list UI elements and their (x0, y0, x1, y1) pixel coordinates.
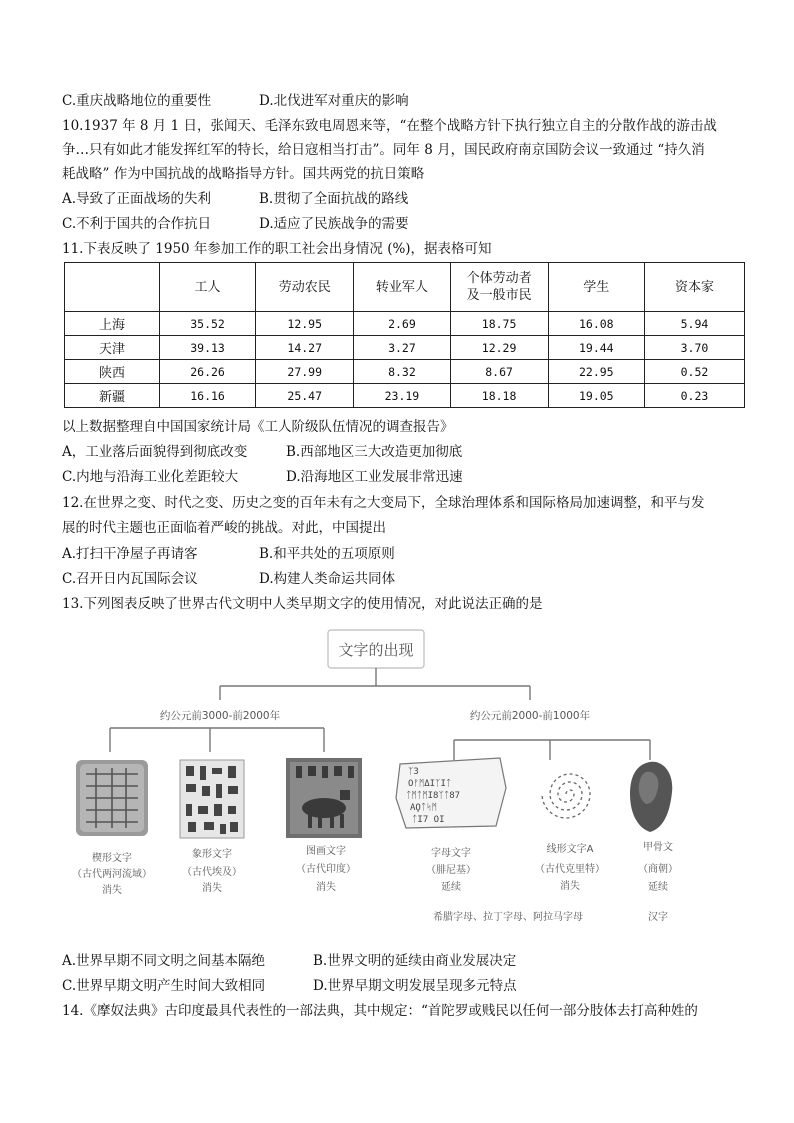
script-name: 字母文字 (431, 848, 471, 859)
script-name: 甲骨文 (643, 842, 673, 853)
row-region: 天津 (65, 336, 160, 360)
script-origin: （古代克里特） (535, 864, 605, 875)
table-cell: 27.99 (256, 360, 354, 384)
table-cell: 3.70 (644, 336, 744, 360)
script-fate: 消失 (316, 882, 336, 893)
table-cell: 22.95 (548, 360, 644, 384)
table-header-workers: 工人 (159, 263, 255, 312)
alphabet-sample-line: ΑϘᛏᛋᛗ (410, 803, 438, 813)
table-cell: 16.08 (548, 312, 644, 336)
table-cell: 26.26 (159, 360, 255, 384)
table-cell: 39.13 (159, 336, 255, 360)
q10-option-d: D.适应了民族战争的需要 (259, 216, 409, 232)
table-cell: 23.19 (354, 384, 450, 408)
alphabet-sample-line: ΟᚠᛗΔΙᛉΙᛏ (408, 779, 452, 789)
q12-option-a: A.打扫干净屋子再请客 (62, 546, 198, 562)
row-region: 上海 (65, 312, 160, 336)
table-row (65, 312, 745, 336)
table-header-self-employed (450, 263, 548, 312)
script-origin: （古代印度） (296, 864, 356, 875)
q11-stem: 11.下表反映了 1950 年参加工作的职工社会出身情况 (%)，据表格可知 (62, 241, 492, 257)
q10-option-a: A.导致了正面战场的失利 (62, 191, 212, 207)
q12-option-d: D.构建人类命运共同体 (259, 571, 396, 587)
table-header-empty (65, 263, 160, 312)
q11-option-c: C.内地与沿海工业化差距较大 (62, 469, 239, 485)
table-cell: 16.16 (159, 384, 255, 408)
script-fate: 消失 (202, 883, 222, 894)
table-cell: 18.75 (450, 312, 548, 336)
q11-source-note: 以上数据整理自中国国家统计局《工人阶级队伍情况的调查报告》 (62, 419, 454, 435)
table-header-soldiers: 转业军人 (354, 263, 450, 312)
table-header-students: 学生 (548, 263, 644, 312)
q9-option-d: D.北伐进军对重庆的影响 (259, 93, 409, 109)
q12-stem-line2: 展的时代主题也正面临着严峻的挑战。对此，中国提出 (62, 520, 386, 536)
q12-option-c: C.召开日内瓦国际会议 (62, 571, 198, 587)
cuneiform-tablet-image (76, 760, 148, 836)
table-cell: 12.95 (256, 312, 354, 336)
table-header-self-employed-line2: 及一般市民 (466, 288, 532, 303)
table-cell: 2.69 (354, 312, 450, 336)
table-cell: 19.05 (548, 384, 644, 408)
table-cell: 8.32 (354, 360, 450, 384)
script-origin: （商朝） (638, 864, 678, 875)
hieroglyph-panel-image (180, 760, 244, 838)
q10-option-c: C.不利于国共的合作抗日 (62, 216, 212, 232)
q11-option-d: D.沿海地区工业发展非常迅速 (286, 469, 463, 485)
table-header-farmers: 劳动农民 (256, 263, 354, 312)
indus-seal-image (286, 758, 362, 838)
table-cell: 25.47 (256, 384, 354, 408)
table-cell: 18.18 (450, 384, 548, 408)
script-origin: （腓尼基） (426, 865, 476, 876)
table-header-row (65, 263, 745, 312)
table-row (65, 336, 745, 360)
script-fate: 消失 (560, 881, 580, 892)
script-origin: （古代埃及） (182, 867, 242, 878)
script-fate: 延续 (648, 882, 668, 893)
table-cell: 3.27 (354, 336, 450, 360)
q13-option-c: C.世界早期文明产生时间大致相同 (62, 978, 266, 994)
q14-stem-line1: 14.《摩奴法典》古印度最具代表性的一部法典，其中规定：“首陀罗或贱民以任何一部分肢体去打高种姓的 (62, 1003, 698, 1019)
script-fate: 消失 (102, 885, 122, 896)
period-left-label: 约公元前3000-前2000年 (159, 710, 281, 722)
period-right-label: 约公元前2000-前1000年 (469, 710, 591, 722)
q13-option-a: A.世界早期不同文明之间基本隔绝 (62, 953, 266, 969)
table-cell: 14.27 (256, 336, 354, 360)
table-header-capitalists: 资本家 (644, 263, 744, 312)
row-region: 新疆 (65, 384, 160, 408)
script-name: 线形文字A (546, 844, 594, 855)
alphabet-sample-line: ᛏᛗᛏᛗΙ8ᛉᛏ87 (406, 791, 461, 801)
table-cell: 0.52 (644, 360, 744, 384)
oracle-bone-image (630, 762, 672, 832)
table-cell: 8.67 (450, 360, 548, 384)
alphabet-descendants: 希腊字母、拉丁字母、阿拉马字母 (433, 912, 583, 923)
script-name: 象形文字 (192, 849, 232, 860)
table-header-self-employed-line1: 个体劳动者 (466, 271, 532, 286)
phoenician-alphabet-image (396, 758, 506, 828)
table-row (65, 384, 745, 408)
script-origin: （古代两河流域） (72, 869, 152, 880)
q10-option-b: B.贯彻了全面抗战的路线 (259, 191, 409, 207)
table-cell: 19.44 (548, 336, 644, 360)
table-cell: 35.52 (159, 312, 255, 336)
q12-option-b: B.和平共处的五项原则 (259, 546, 395, 562)
table-row (65, 360, 745, 384)
table-cell: 0.23 (644, 384, 744, 408)
diagram-root-label: 文字的出现 (338, 641, 414, 659)
alphabet-sample-line: ᛉ3 (408, 767, 419, 777)
row-region: 陕西 (65, 360, 160, 384)
q13-stem: 13.下列图表反映了世界古代文明中人类早期文字的使用情况，对此说法正确的是 (62, 596, 543, 612)
q10-stem-line1: 10.1937 年 8 月 1 日，张闻天、毛泽东致电周恩来等，“在整个战略方针下执行独立自主的分散作战的游击战 (62, 118, 717, 134)
table-cell: 12.29 (450, 336, 548, 360)
script-name: 图画文字 (306, 846, 346, 857)
oracle-descendant: 汉字 (648, 912, 668, 923)
linear-a-disc-image (542, 774, 590, 818)
q9-option-c: C.重庆战略地位的重要性 (62, 93, 212, 109)
q13-option-b: B.世界文明的延续由商业发展决定 (313, 953, 517, 969)
writing-origin-diagram (60, 628, 740, 928)
q13-option-d: D.世界早期文明发展呈现多元特点 (313, 978, 517, 994)
script-fate: 延续 (441, 882, 461, 893)
q10-stem-line2: 争…只有如此才能发挥红军的特长，给日寇相当打击”。同年 8 月，国民政府南京国防会议一致通过 “持久消 (62, 142, 705, 158)
script-name: 楔形文字 (92, 853, 132, 864)
q11-option-a: A，工业落后面貌得到彻底改变 (62, 444, 248, 460)
table-cell: 5.94 (644, 312, 744, 336)
q12-stem-line1: 12.在世界之变、时代之变、历史之变的百年未有之大变局下，全球治理体系和国际格局加速调整，和平与发 (62, 495, 705, 511)
q10-stem-line3: 耗战略” 作为中国抗战的战略指导方针。国共两党的抗日策略 (62, 166, 425, 182)
q11-option-b: B.西部地区三大改造更加彻底 (286, 444, 463, 460)
alphabet-sample-line: ᛏΙ7 ΟΙ (412, 815, 445, 825)
employment-origin-table (64, 262, 745, 408)
